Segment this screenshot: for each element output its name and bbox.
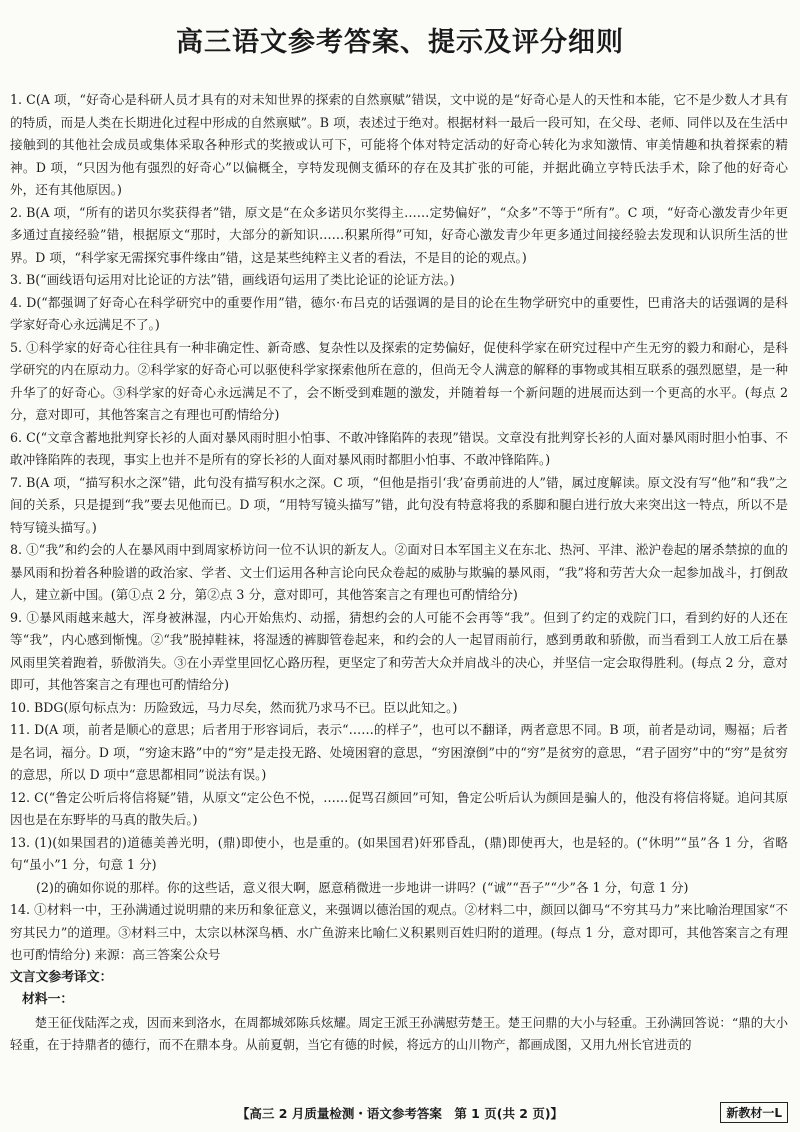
page-title: 高三语文参考答案、提示及评分细则: [176, 27, 624, 58]
answer-14: 14. ①材料一中，王孙满通过说明鼎的来历和象征意义，来强调以德治国的观点。②材料二中，颜回以御马“不穷其马力”来比喻治理国家“不穷其民力”的道理。③材料三中，太宗以林深鸟栖、水广鱼游来比喻仁义积累则百姓归附的道理。(每点 1 分，意对即可，其他答案言之有理也可酌情给分) 来源：高三答案公众号: [10, 902, 788, 962]
answer-6: 6. C(“文章含蓄地批判穿长衫的人面对暴风雨时胆小怕事、不敢冲锋陷阵的表现”错误。文章没有批判穿长衫的人面对暴风雨时胆小怕事、不敢冲锋陷阵的表现，事实上也并不是所有的穿长衫的人面对暴风雨时都胆小怕事、不敢冲锋陷阵。): [10, 429, 788, 467]
answer-13-1: 13. (1)(如果国君的)道德美善光明，(鼎)即使小，也是重的。(如果国君)奸邪昏乱，(鼎)即使再大，也是轻的。(“休明”“虽”各 1 分，省略句“虽小”1 分，句意 1 分): [10, 834, 788, 872]
answer-3: 3. B(“画线语句运用对比论证的方法”错，画线语句运用了类比论证的论证方法。): [10, 272, 455, 287]
answer-5: 5. ①科学家的好奇心往往具有一种非确定性、新奇感、复杂性以及探索的定势偏好，促使科学家在研究过程中产生无穷的毅力和耐心，是科学研究的内在原动力。②科学家的好奇心可以驱使科学家探索他所在意的，但尚无令人满意的解释的事物或其相互联系的强烈愿望，是一种升华了的好奇心。③科学家的好奇心永远满足不了，会不断受到难题的激发，并随着每一个新问题的进展而达到一个更高的水平。(每点 2 分，意对即可，其他答案言之有理也可酌情给分): [10, 339, 788, 422]
answer-9: 9. ①暴风雨越来越大，浑身被淋湿，内心开始焦灼、动摇，猜想约会的人可能不会再等“我”。但到了约定的戏院门口，看到约好的人还在等“我”，内心感到惭愧。②“我”脱掉鞋袜，将湿透的裤脚管卷起来，和约会的人一起冒雨前行，感到勇敢和骄傲，而当看到工人放工后在暴风雨里笑着跑着，骄傲消失。③在小弄堂里回忆心路历程，更坚定了和劳苦大众并肩战斗的决心，并坚信一定会取得胜利。(每点 2 分，意对即可，其他答案言之有理也可酌情给分): [10, 609, 788, 692]
page-footer: [0, 1104, 800, 1124]
translation-text: 楚王征伐陆浑之戎，因而来到洛水，在周都城郊陈兵炫耀。周定王派王孙满慰劳楚王。楚王问鼎的大小与轻重。王孙满回答说：“鼎的大小轻重，在于持鼎者的德行，而不在鼎本身。从前夏朝，当它有德的时候，将远方的山川物产，都画成图，又用九州长官进贡的: [10, 1014, 788, 1052]
answer-2: 2. B(A 项，“所有的诺贝尔奖获得者”错，原文是“在众多诺贝尔奖得主……定势偏好”，“众多”不等于“所有”。C 项，“好奇心激发青少年更多通过直接经验”错，根据原文“那时，大部分的新知识……积累所得”可知，好奇心激发青少年更多通过间接经验去发现和认识所生活的世界。D 项，“科学家无需探究事件缘由”错，这是某些纯粹主义者的看法，不是目的论的观点。): [10, 204, 788, 265]
material-one-label: 材料一：: [22, 992, 74, 1007]
footer-text: 【高三 2 月质量检测・语文参考答案 第 1 页(共 2 页)】: [236, 1106, 564, 1121]
answer-1: 1. C(A 项，“好奇心是科研人员才具有的对未知世界的探索的自然禀赋”错误，文中说的是“好奇心是人的天性和本能，它不是少数人才具有的特质，而是人类在长期进化过程中形成的自然禀赋”。B 项，表述过于绝对。根据材料一最后一段可知，在父母、老师、同伴以及在生活中接触到的其他社会成员或集体采取各种形式的奖掖或认可下，可能将个体对特定活动的好奇心转化为求知激情、审美情趣和执着探索的精神。D 项，“只因为他有强烈的好奇心”以偏概全，亨特发现侧支循环的存在及其扩张的可能，并据此确立亨特氏法手术，除了他的好奇心外，还有其他原因。): [10, 92, 788, 197]
edition-badge: 新教材一L: [720, 1102, 788, 1123]
answer-7: 7. B(A 项，“描写积水之深”错，此句没有描写积水之深。C 项，“但他是指引‘我’奋勇前进的人”错，属过度解读。原文没有写“他”和“我”之间的关系，只是提到“我”要去见他而已。D 项，“用特写镜头描写”错，此句没有特意将我的系脚和腿白进行放大来突出这一特点，所以不是特写镜头描写。): [10, 474, 788, 535]
answer-11: 11. D(A 项，前者是顺心的意思；后者用于形容词后，表示“……的样子”，也可以不翻译，两者意思不同。B 项，前者是动词，赐福；后者是名词，福分。D 项，“穷途末路”中的“穷”是走投无路、处境困窘的意思，“穷困潦倒”中的“穷”是贫穷的意思，“君子固穷”中的“穷”是贫穷的意思，所以 D 项中“意思都相同”说法有误。): [10, 722, 788, 782]
translation-heading: 文言文参考译文：: [10, 969, 113, 985]
answer-4: 4. D(“都强调了好奇心在科学研究中的重要作用”错，德尔·布吕克的话强调的是目的论在生物学研究中的重要性，巴甫洛夫的话强调的是科学家好奇心永远满足不了。): [10, 294, 788, 332]
answer-body: [10, 89, 788, 1057]
answer-13-2: (2)的确如你说的那样。你的这些话，意义很大啊，愿意稍微进一步地讲一讲吗？(“诚”“吾子”“少”各 1 分，句意 1 分): [36, 879, 689, 895]
answer-10: 10. BDG(原句标点为：历险致远，马力尽矣，然而犹乃求马不已。臣以此知之。): [10, 699, 458, 715]
answer-12: 12. C(“鲁定公听后将信将疑”错，从原文“定公色不悦，……促骂召颜回”可知，鲁定公听后认为颜回是骗人的，他没有将信将疑。追问其原因也是在东野毕的马真的散失后。): [10, 789, 788, 827]
answer-8: 8. ①“我”和约会的人在暴风雨中到周家桥访问一位不认识的新友人。②面对日本军国主义在东北、热河、平津、淞沪卷起的屠杀禁掠的血的暴风雨和扮着各种脸谱的政治家、学者、文士们运用各种言论向民众卷起的威胁与欺骗的暴风雨，“我”将和劳苦大众一起参加战斗，打倒敌人，建立新中国。(第①点 2 分，第②点 3 分，意对即可，其他答案言之有理也可酌情给分): [10, 542, 788, 602]
